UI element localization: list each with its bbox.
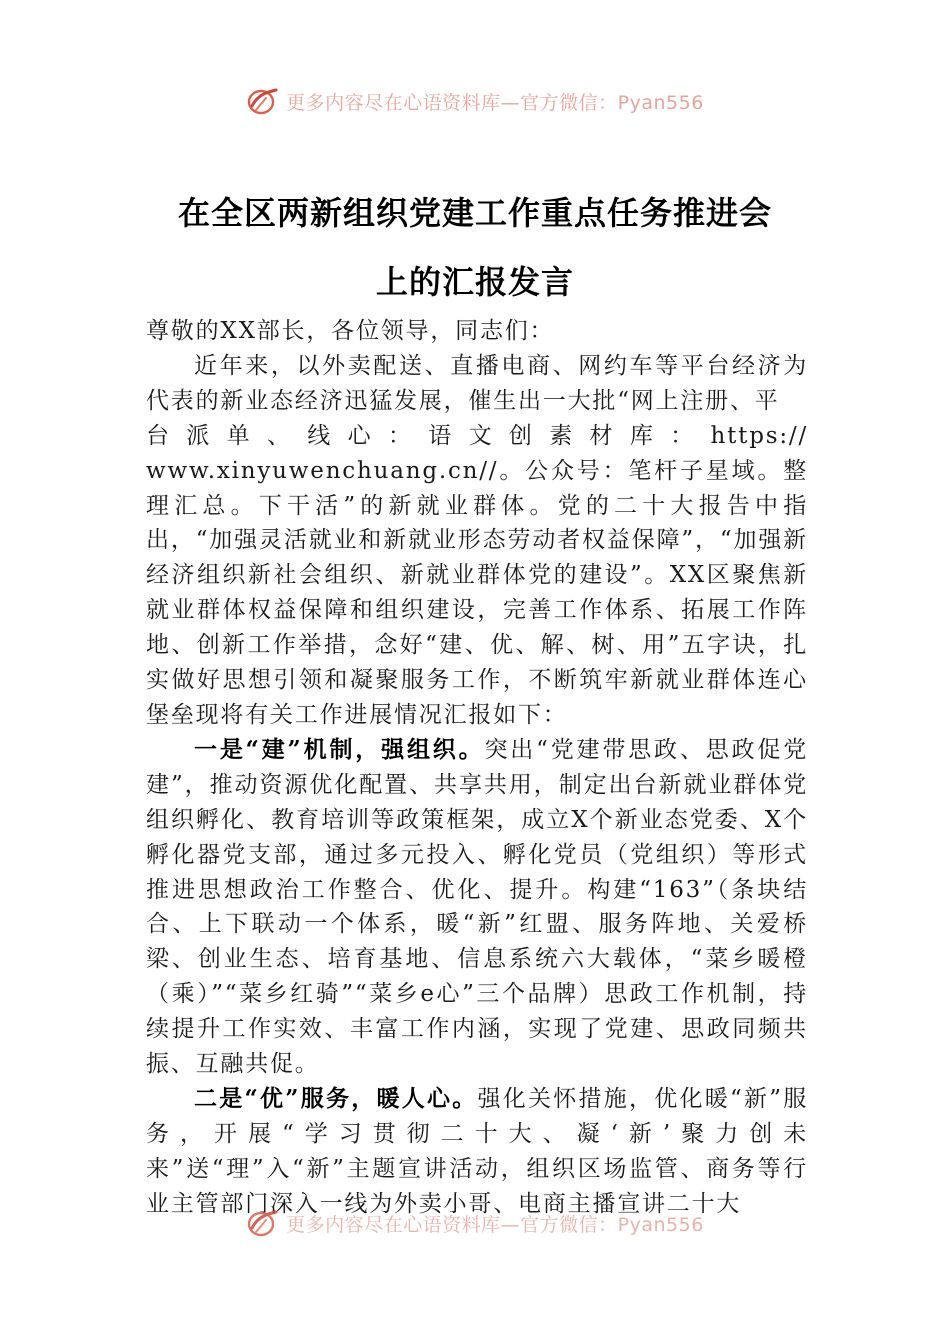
point-two-paragraph <box>146 1082 808 1222</box>
watermark-footer <box>0 1208 950 1238</box>
salutation: 尊敬的XX部长，各位领导，同志们： <box>146 318 555 344</box>
intro-paragraph-part-2: 台派单、线心：语文创素材库：https:// <box>146 422 808 449</box>
document-title-line-1: 在全区两新组织党建工作重点任务推进会 <box>177 194 772 232</box>
document-body <box>146 314 808 1222</box>
point-two-heading: 二是“优”服务，暖人心。 <box>194 1084 478 1112</box>
brush-seal-icon <box>246 86 280 116</box>
intro-paragraph-part-3: www.xinyuwenchuang.cn//。公众号：笔杆子星域。整理汇总。下干活”的新就业群体。党的二十大报告中指出，“加强灵活就业和新就业形态劳动者权益保障”，“加强新经济组织新社会组织、新就业群体党的建设”。XX区聚焦新就业群体权益保障和组织建设，完善工作体系、拓展工作阵地、创新工作举措，念好“建、优、解、树、用”五字诀，扎实做好思想引领和凝聚服务工作，不断筑牢新就业群体连心堡垒现将有关工作进展情况汇报如下： <box>146 457 808 728</box>
point-one-paragraph <box>146 733 808 1082</box>
point-one-heading: 一是“建”机制，强组织。 <box>194 735 485 763</box>
brush-seal-icon <box>246 1208 280 1238</box>
point-two-text: 强化关怀措施，优化暖“新”服务，开展“学习贯彻二十大、凝‘新’聚力创未来”送“理”入“新”主题宣讲活动，组织区场监管、商务等行业主管部门深入一线为外卖小哥、电商主播宣讲二十大 <box>146 1085 809 1217</box>
watermark-text: 更多内容尽在心语资料库—官方微信：Pyan556 <box>286 1213 704 1236</box>
document-title-line-2: 上的汇报发言 <box>375 263 574 301</box>
watermark-text: 更多内容尽在心语资料库—官方微信：Pyan556 <box>286 91 704 114</box>
watermark-header <box>0 86 950 116</box>
point-one-text: 突出“党建带思政、思政促党建”，推动资源优化配置、共享共用，制定出台新就业群体党组织孵化、教育培训等政策框架，成立X个新业态党委、X个孵化器党支部，通过多元投入、孵化党员（党组织）等形式推进思想政治工作整合、优化、提升。构建“163”（条块结合、上下联动一个体系，暖“新”红盟、服务阵地、关爱桥梁、创业生态、培育基地、信息系统六大载体，“菜乡暖橙（乘）”“菜乡红骑”“菜乡e心”三个品牌）思政工作机制，持续提升工作实效、丰富工作内涵，实现了党建、思政同频共振、互融共促。 <box>146 736 808 1078</box>
intro-paragraph-part-1: 近年来，以外卖配送、直播电商、网约车等平台经济为代表的新业态经济迅猛发展，催生出一大批“网上注册、平 <box>146 352 808 414</box>
